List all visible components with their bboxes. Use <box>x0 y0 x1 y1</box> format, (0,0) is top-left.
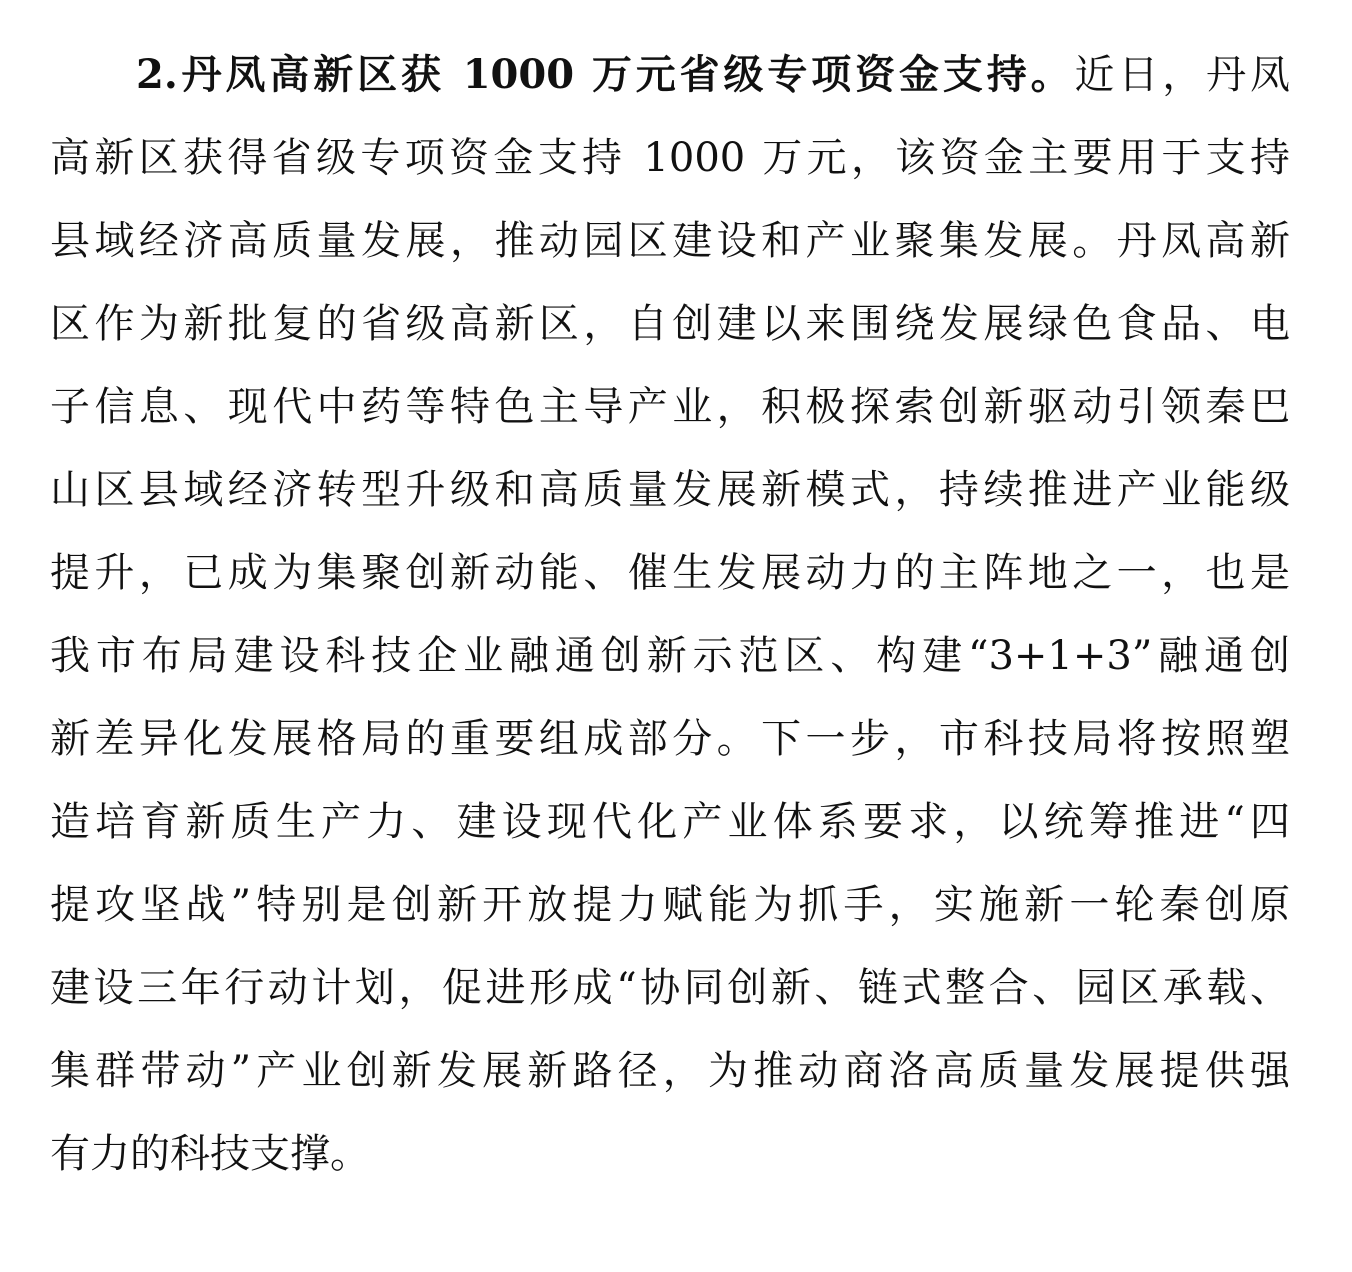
paragraph-line-11: 提攻坚战”特别是创新开放提力赋能为抓手，实施新一轮秦创原 <box>50 882 1290 928</box>
paragraph-line-10: 造培育新质生产力、建设现代化产业体系要求，以统筹推进“四 <box>50 799 1290 845</box>
paragraph-line-1 <box>136 45 1290 105</box>
paragraph-line-5: 子信息、现代中药等特色主导产业，积极探索创新驱动引领秦巴 <box>50 384 1290 430</box>
section-heading: 2.丹凤高新区获 1000 万元省级专项资金支持。 <box>136 51 1075 98</box>
line-text: 近日，丹凤 <box>1074 52 1290 98</box>
paragraph-line-12: 建设三年行动计划，促进形成“协同创新、链式整合、园区承载、 <box>50 965 1290 1011</box>
paragraph-line-4: 区作为新批复的省级高新区，自创建以来围绕发展绿色食品、电 <box>50 301 1290 347</box>
paragraph-line-6: 山区县域经济转型升级和高质量发展新模式，持续推进产业能级 <box>50 467 1290 513</box>
paragraph-line-7: 提升，已成为集聚创新动能、催生发展动力的主阵地之一，也是 <box>50 550 1290 596</box>
paragraph-line-9: 新差异化发展格局的重要组成部分。下一步，市科技局将按照塑 <box>50 716 1290 762</box>
paragraph-line-14: 有力的科技支撑。 <box>50 1131 370 1177</box>
paragraph-line-8: 我市布局建设科技企业融通创新示范区、构建“3+1+3”融通创 <box>50 633 1290 679</box>
paragraph-line-2: 高新区获得省级专项资金支持 1000 万元，该资金主要用于支持 <box>50 135 1290 181</box>
paragraph-line-3: 县域经济高质量发展，推动园区建设和产业聚集发展。丹凤高新 <box>50 218 1290 264</box>
paragraph-line-13: 集群带动”产业创新发展新路径，为推动商洛高质量发展提供强 <box>50 1048 1290 1094</box>
